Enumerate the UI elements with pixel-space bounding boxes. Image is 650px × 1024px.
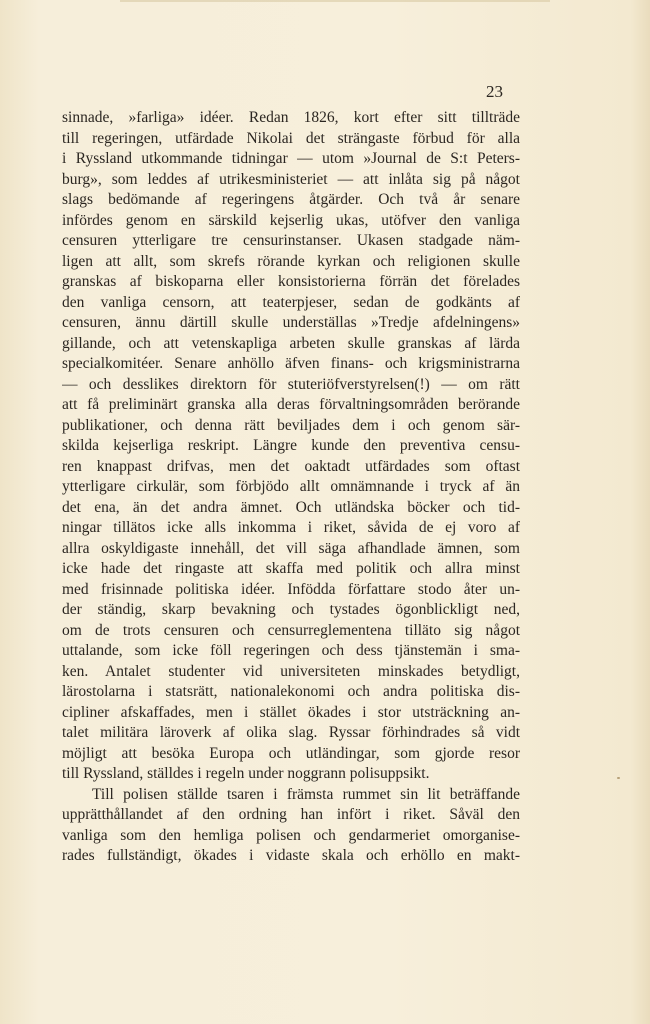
- text-line: upprätthållandet af den ordning han infört i riket. Såväl den: [62, 806, 520, 823]
- paper-speck: [617, 777, 620, 779]
- text-line: ningar tillätos icke alls inkomma i riket, såvida de ej voro af: [62, 519, 520, 536]
- text-line: icke hade det ringaste att skaffa med politik och allra minst: [62, 560, 520, 577]
- text-line: ren knappast drifvas, men det oaktadt utfärdades som oftast: [62, 457, 520, 475]
- text-line: möjligt att besöka Europa och utländingar, som gjorde resor: [62, 744, 520, 762]
- text-line: der ständig, skarp bevakning och tystades ögonblickligt ned,: [62, 601, 520, 618]
- text-line: censuren ytterligare tre censurinstanser. Ukasen stadgade näm-: [62, 232, 520, 249]
- text-line: uttalande, som icke föll regeringen och dess tjänstemän i sma-: [62, 642, 520, 659]
- text-line: ken. Antalet studenter vid universiteten minskades betydligt,: [62, 662, 520, 680]
- text-line: lärostolarna i statsrätt, nationalekonomi och andra politiska dis-: [62, 683, 520, 700]
- text-line: rades fullständigt, ökades i vidaste skala och erhöllo en makt-: [62, 847, 520, 864]
- text-line: censuren, ännu därtill skulle underställas »Tredje afdelningens»: [62, 314, 520, 331]
- page-number: 23: [486, 82, 503, 101]
- text-line: om de trots censuren och censurreglementena tilläto sig något: [62, 621, 520, 639]
- text-line: granskas af biskoparna eller konsistorierna förrän det förelades: [62, 273, 520, 290]
- text-line: talet militära läroverk af olika slag. Ryssar förhindrades så vidt: [62, 724, 520, 741]
- text-line: ligen att allt, som skrefs rörande kyrkan och religionen skulle: [62, 252, 520, 270]
- text-line: infördes genom en särskild kejserlig ukas, utöfver den vanliga: [62, 211, 520, 229]
- text-line: sinnade, »farliga» idéer. Redan 1826, kort efter sitt tillträde: [62, 109, 520, 126]
- page-edge-shadow: [120, 0, 550, 2]
- text-line: gillande, och att vetenskapliga arbeten skulle granskas af lärda: [62, 334, 520, 352]
- text-line: det ena, än det andra ämnet. Och utländska böcker och tid-: [62, 498, 520, 516]
- text-line: — och desslikes direktorn för stuteriöfverstyrelsen(!) — om rätt: [62, 375, 520, 393]
- text-line: att få preliminärt granska alla deras förvaltningsområden berörande: [62, 396, 520, 413]
- text-line: ytterligare cirkulär, som förbjödo allt omnämnande i tryck af än: [62, 478, 520, 495]
- body-text: [62, 108, 520, 867]
- text-line: allra oskyldigaste innehåll, det vill säga afhandlade ämnen, som: [62, 539, 520, 557]
- text-line: vanliga som den hemliga polisen och gendarmeriet omorganise-: [62, 826, 520, 844]
- text-line: skilda kejserliga reskript. Längre kunde den preventiva censu-: [62, 437, 520, 454]
- text-line: i Ryssland utkommande tidningar — utom »Journal de S:t Peters-: [62, 150, 520, 167]
- text-line: slags bedömande af regeringens åtgärder. Och två år senare: [62, 191, 520, 208]
- text-line: specialkomitéer. Senare anhöllo äfven finans- och krigsministrarna: [62, 355, 520, 372]
- text-line: Till polisen ställde tsaren i främsta rummet sin lit beträffande: [92, 785, 520, 803]
- text-line: den vanliga censorn, att teaterpjeser, sedan de godkänts af: [62, 293, 520, 311]
- text-line: med frisinnade politiska idéer. Infödda författare stodo åter un-: [62, 580, 520, 598]
- text-line: publikationer, och denna rätt beviljades dem i och genom sär-: [62, 416, 520, 434]
- text-line: till regeringen, utfärdade Nikolai det strängaste förbud för alla: [62, 129, 520, 147]
- text-line: till Ryssland, ställdes i regeln under noggrann polisuppsikt.: [62, 765, 430, 782]
- text-line: burg», som leddes af utrikesministeriet — att inlåta sig på något: [62, 170, 520, 188]
- text-line: cipliner afskaffades, men i stället ökades i stor utsträckning an-: [62, 703, 520, 721]
